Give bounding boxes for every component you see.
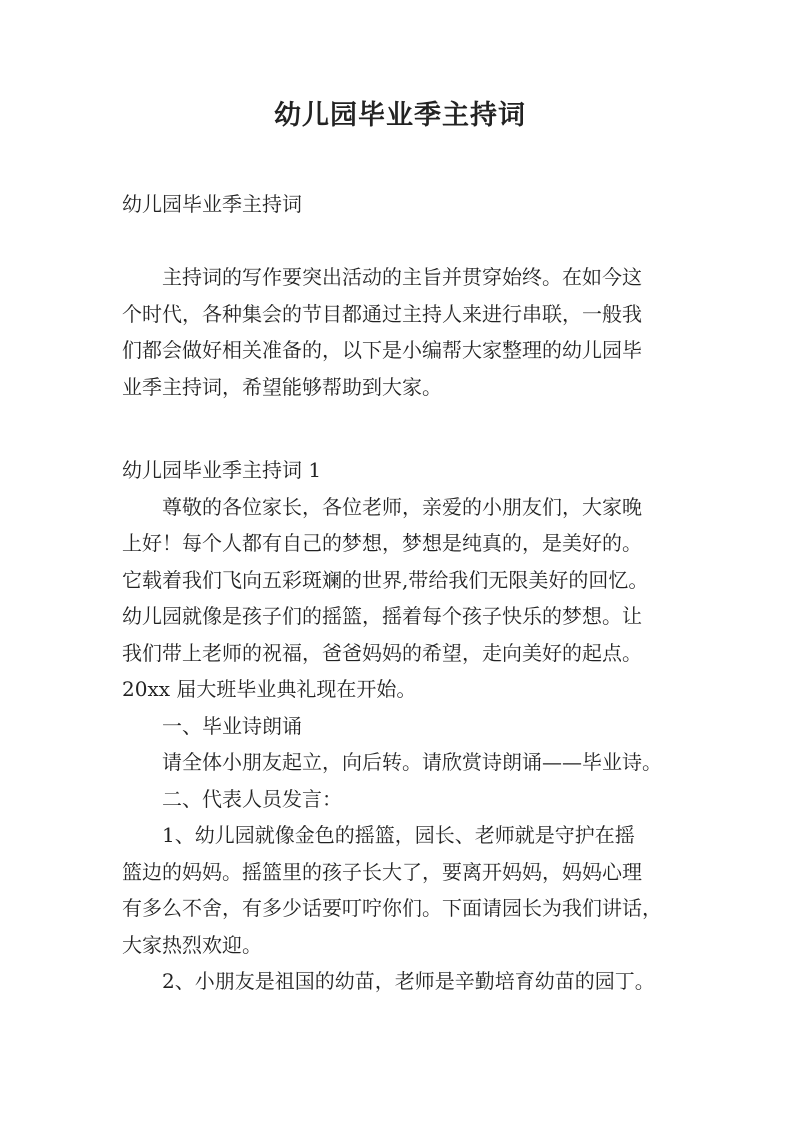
text-line: 们都会做好相关准备的，以下是小编帮大家整理的幼儿园毕 xyxy=(122,338,642,362)
text-line: 个时代，各种集会的节目都通过主持人来进行串联，一般我 xyxy=(122,301,642,326)
text-line: 大家热烈欢迎。 xyxy=(122,932,262,957)
list-item: 一、毕业诗朗诵 xyxy=(122,713,302,738)
text-line: 请全体小朋友起立，向后转。请欣赏诗朗诵——毕业诗。 xyxy=(122,750,662,774)
text-line: 尊敬的各位家长，各位老师，亲爱的小朋友们，大家晚 xyxy=(122,494,642,519)
text-line: 业季主持词，希望能够帮助到大家。 xyxy=(122,374,442,399)
text-line: 上好！每个人都有自己的梦想，梦想是纯真的，是美好的。 xyxy=(122,531,642,555)
document-subtitle: 幼儿园毕业季主持词 xyxy=(122,192,302,216)
text-line: 它载着我们飞向五彩斑斓的世界,带给我们无限美好的回忆。 xyxy=(122,567,649,592)
document-title: 幼儿园毕业季主持词 xyxy=(274,100,526,131)
text-line: 1、幼儿园就像金色的摇篮，园长、老师就是守护在摇 xyxy=(122,823,635,847)
text-line: 有多么不舍，有多少话要叮咛你们。下面请园长为我们讲话， xyxy=(122,896,662,920)
text-line: 主持词的写作要突出活动的主旨并贯穿始终。在如今这 xyxy=(122,265,642,289)
text-line: 20xx 届大班毕业典礼现在开始。 xyxy=(122,677,417,701)
list-item: 二、代表人员发言： xyxy=(122,786,342,811)
text-line: 幼儿园就像是孩子们的摇篮，摇着每个孩子快乐的梦想。让 xyxy=(122,604,642,628)
section-heading: 幼儿园毕业季主持词 1 xyxy=(122,458,322,482)
section-1 xyxy=(122,452,692,1000)
text-line: 我们带上老师的祝福，爸爸妈妈的希望，走向美好的起点。 xyxy=(122,640,642,665)
intro-paragraph xyxy=(122,259,692,405)
text-line: 篮边的妈妈。摇篮里的孩子长大了，要离开妈妈，妈妈心理 xyxy=(122,859,642,884)
text-line: 2、小朋友是祖国的幼苗，老师是辛勤培育幼苗的园丁。 xyxy=(122,969,655,993)
